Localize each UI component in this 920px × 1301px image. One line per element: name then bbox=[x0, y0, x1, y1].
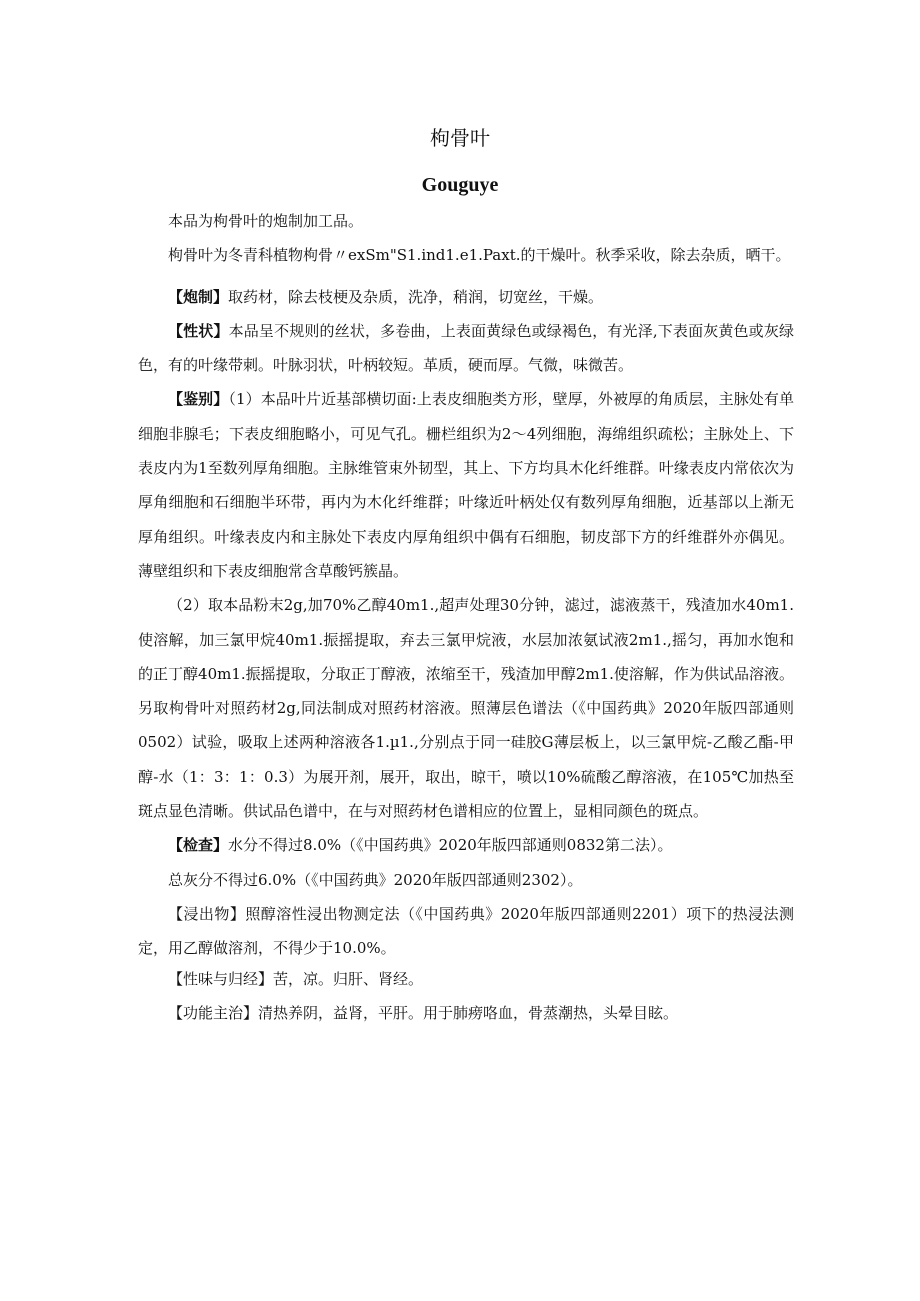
document-body bbox=[138, 204, 794, 1030]
page-title: 枸骨叶 bbox=[430, 126, 490, 150]
paragraph-extract bbox=[138, 897, 794, 966]
section-text-character: 本品呈不规则的丝状，多卷曲，上表面黄绿色或绿褐色，有光泽,下表面灰黄色或灰绿色，有的叶缘带刺。叶脉羽状，叶柄较短。革质，硬而厚。气微，味微苦。 bbox=[138, 321, 794, 375]
section-text-nature: 苦，凉。归肝、肾经。 bbox=[273, 969, 424, 988]
section-label-function: 【功能主治】 bbox=[168, 1003, 259, 1022]
paragraph-source: 枸骨叶为冬青科植物枸骨〃exSm"S1.ind1.e1.Paxt.的干燥叶。秋季采收，除去杂质，晒干。 bbox=[168, 246, 791, 265]
section-text-extract: 照醇溶性浸出物测定法（《中国药典》2020年版四部通则2201）项下的热浸法测定，用乙醇做溶剂，不得少于10.0%。 bbox=[138, 904, 794, 958]
section-text-function: 清热养阴，益肾，平肝。用于肺痨咯血，骨蒸潮热，头晕目眩。 bbox=[258, 1003, 679, 1022]
paragraph-character bbox=[138, 314, 794, 383]
section-label-processing: 【炮制】 bbox=[168, 287, 229, 306]
paragraph-ash: 总灰分不得过6.0%（《中国药典》2020年版四部通则2302）。 bbox=[168, 870, 583, 889]
section-label-inspection: 【检查】 bbox=[168, 836, 229, 855]
page-subtitle-pinyin: Gouguye bbox=[421, 174, 499, 196]
section-label-nature: 【性味与归经】 bbox=[168, 969, 274, 988]
paragraph-processing bbox=[138, 280, 794, 314]
paragraph-nature bbox=[138, 962, 794, 996]
section-text-inspection: 水分不得过8.0%（《中国药典》2020年版四部通则0832第二法）。 bbox=[228, 836, 673, 855]
paragraph-inspection bbox=[138, 828, 794, 862]
section-label-character: 【性状】 bbox=[168, 321, 229, 340]
paragraph-function bbox=[138, 996, 794, 1030]
section-text-processing: 取药材，除去枝梗及杂质，洗净，稍润，切宽丝，干燥。 bbox=[228, 287, 604, 306]
paragraph-intro: 本品为枸骨叶的炮制加工品。 bbox=[168, 212, 364, 230]
paragraph-identification-2: （2）取本品粉末2g,加70%乙醇40m1.,超声处理30分钟，滤过，滤液蒸干，残渣加水40m1.使溶解，加三氯甲烷40m1.振摇提取，弃去三氯甲烷液，水层加浓氨试液2m1.,摇匀，再加水饱和的正丁醇40m1.振摇提取，分取正丁醇液，浓缩至干，残渣加甲醇2m1.使溶解，作为供试品溶液。另取枸骨叶对照药材2g,同法制成对照药材溶液。照薄层色谱法（《中国药典》2020年版四部通则0502）试验，吸取上述两种溶液各1.µ1.,分别点于同一硅胶G薄层板上，以三氯甲烷-乙酸乙酯-甲醇-水（1：3：1：0.3）为展开剂，展开，取出，晾干，喷以10%硫酸乙醇溶液，在105℃加热至斑点显色清晰。供试品色谱中，在与对照药材色谱相应的位置上，显相同颜色的斑点。 bbox=[138, 596, 794, 821]
paragraph-identification-1 bbox=[138, 382, 794, 588]
section-text-identification-1: （1）本品叶片近基部横切面:上表皮细胞类方形，壁厚，外被厚的角质层，主脉处有单细胞非腺毛；下表皮细胞略小，可见气孔。栅栏组织为2〜4列细胞，海绵组织疏松；主脉处上、下表皮内为1至数列厚角细胞。主脉维管束外韧型，其上、下方均具木化纤维群。叶缘表皮内常依次为厚角细胞和石细胞半环带，再内为木化纤维群；叶缘近叶柄处仅有数列厚角细胞，近基部以上渐无厚角组织。叶缘表皮内和主脉处下表皮内厚角组织中偶有石细胞，韧皮部下方的纤维群外亦偶见。薄壁组织和下表皮细胞常含草酸钙簇晶。 bbox=[138, 390, 794, 580]
section-label-extract: 【浸出物】 bbox=[168, 904, 246, 923]
section-label-identification: 【鉴别】 bbox=[168, 390, 229, 409]
